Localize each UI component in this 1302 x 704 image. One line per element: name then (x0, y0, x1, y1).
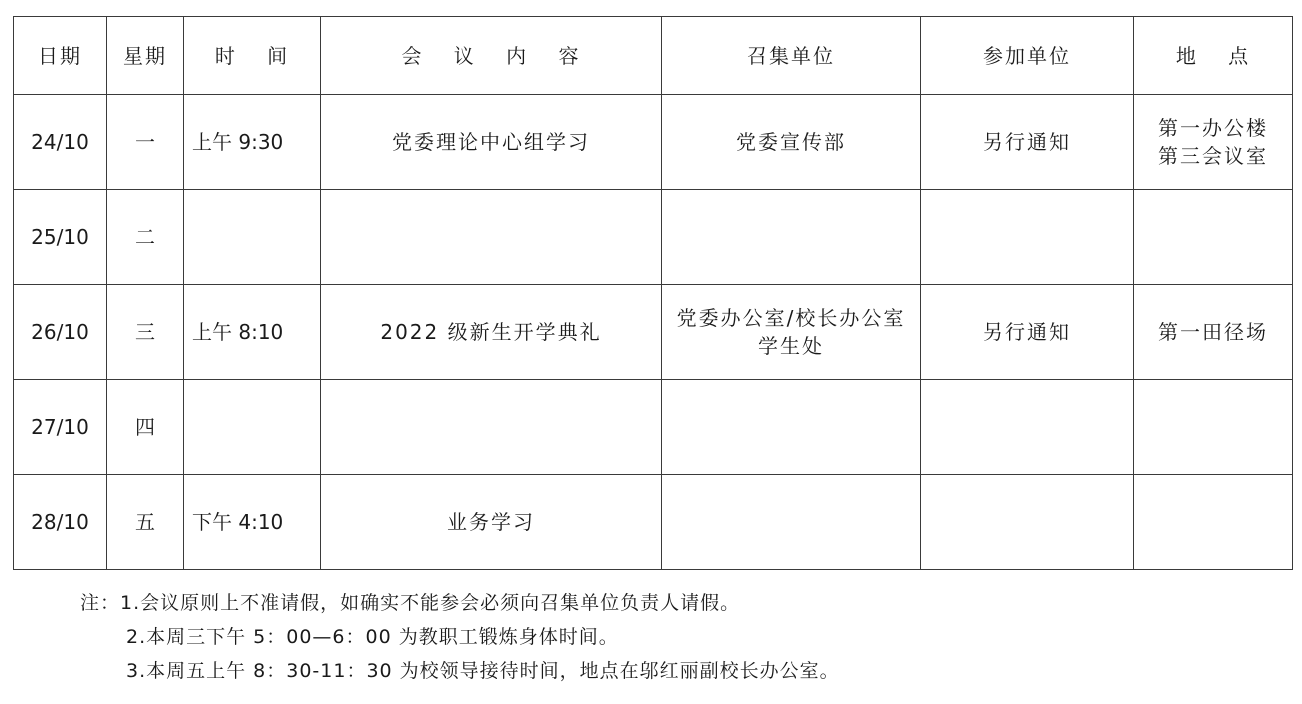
cell-location (1134, 190, 1293, 285)
cell-location (1134, 475, 1293, 570)
cell-time: 下午 4:10 (184, 475, 321, 570)
header-organizer: 召集单位 (662, 17, 921, 95)
header-location: 地 点 (1134, 17, 1293, 95)
cell-time (184, 380, 321, 475)
cell-location-line1: 第一田径场 (1158, 320, 1268, 344)
cell-date: 26/10 (14, 285, 107, 380)
header-date: 日期 (14, 17, 107, 95)
cell-organizer (662, 190, 921, 285)
cell-organizer (662, 380, 921, 475)
cell-organizer (662, 285, 921, 380)
notes-section (80, 586, 840, 688)
header-content: 会 议 内 容 (321, 17, 662, 95)
cell-content: 业务学习 (321, 475, 662, 570)
cell-organizer (662, 95, 921, 190)
cell-weekday: 五 (107, 475, 184, 570)
note-line-3: 3.本周五上午 8：30-11：30 为校领导接待时间，地点在邬红丽副校长办公室。 (126, 660, 840, 682)
cell-content: 党委理论中心组学习 (321, 95, 662, 190)
cell-participants (921, 380, 1134, 475)
cell-weekday: 一 (107, 95, 184, 190)
header-participants: 参加单位 (921, 17, 1134, 95)
table-header-row (14, 17, 1293, 95)
header-weekday: 星期 (107, 17, 184, 95)
cell-participants: 另行通知 (921, 95, 1134, 190)
cell-weekday: 四 (107, 380, 184, 475)
cell-participants (921, 190, 1134, 285)
cell-participants (921, 475, 1134, 570)
table-row (14, 95, 1293, 190)
cell-date: 27/10 (14, 380, 107, 475)
table-row (14, 380, 1293, 475)
cell-location (1134, 380, 1293, 475)
cell-weekday: 三 (107, 285, 184, 380)
cell-time: 上午 9:30 (184, 95, 321, 190)
cell-organizer-line2: 学生处 (758, 334, 824, 358)
cell-date: 24/10 (14, 95, 107, 190)
cell-date: 28/10 (14, 475, 107, 570)
cell-content: 2022 级新生开学典礼 (321, 285, 662, 380)
cell-location-line1: 第一办公楼 (1158, 116, 1268, 140)
table-row (14, 190, 1293, 285)
cell-organizer-line1: 党委宣传部 (736, 130, 846, 154)
cell-time: 上午 8:10 (184, 285, 321, 380)
cell-content (321, 190, 662, 285)
note-line-1: 注：1.会议原则上不准请假，如确实不能参会必须向召集单位负责人请假。 (80, 592, 741, 614)
cell-location (1134, 95, 1293, 190)
table-row (14, 285, 1293, 380)
cell-participants: 另行通知 (921, 285, 1134, 380)
note-line-2: 2.本周三下午 5：00—6：00 为教职工锻炼身体时间。 (126, 626, 619, 648)
header-time: 时 间 (184, 17, 321, 95)
cell-location (1134, 285, 1293, 380)
cell-organizer (662, 475, 921, 570)
cell-organizer-line1: 党委办公室/校长办公室 (676, 306, 906, 330)
table-row (14, 475, 1293, 570)
cell-date: 25/10 (14, 190, 107, 285)
cell-time (184, 190, 321, 285)
cell-weekday: 二 (107, 190, 184, 285)
cell-content (321, 380, 662, 475)
cell-location-line2: 第三会议室 (1158, 144, 1268, 168)
meeting-schedule-table (13, 16, 1293, 570)
